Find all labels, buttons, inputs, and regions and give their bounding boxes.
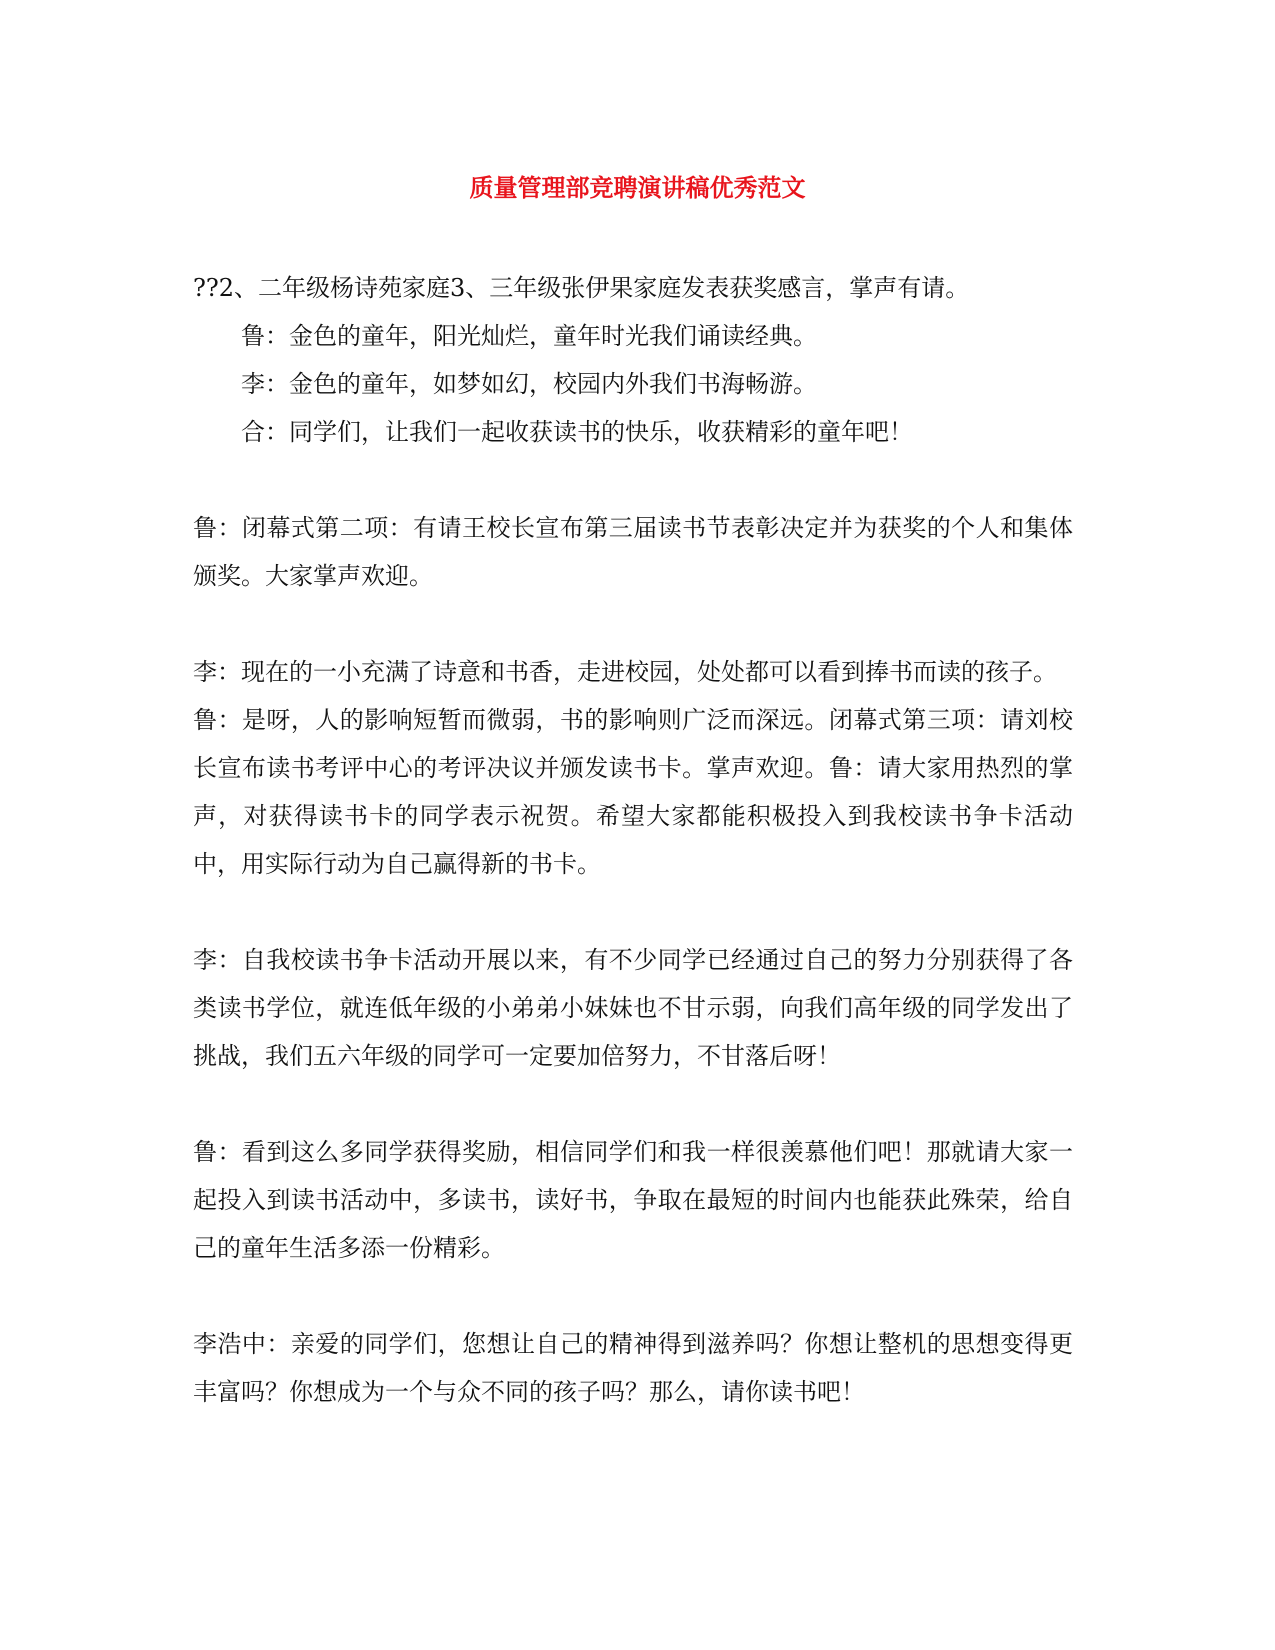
document-title: 质量管理部竞聘演讲稿优秀范文	[469, 173, 806, 202]
paragraph-closing-item-three: 鲁：是呀，人的影响短暂而微弱，书的影响则广泛而深远。闭幕式第三项：请刘校长宣布读书考评中心的考评决议并颁发读书卡。掌声欢迎。鲁：请大家用热烈的掌声，对获得读书卡的同学表示祝贺。希望大家都能积极投入到我校读书争卡活动中，用实际行动为自己赢得新的书卡。	[193, 706, 1073, 878]
paragraph-li-haozhong: 李浩中：亲爱的同学们，您想让自己的精神得到滋养吗？你想让整机的思想变得更丰富吗？你想成为一个与众不同的孩子吗？那么，请你读书吧！	[193, 1330, 1073, 1406]
paragraph-li-golden-childhood: 李：金色的童年，如梦如幻，校园内外我们书海畅游。	[241, 370, 817, 398]
document-body	[193, 264, 1073, 1416]
paragraph-closing-item-two: 鲁：闭幕式第二项：有请王校长宣布第三届读书节表彰决定并为获奖的个人和集体颁奖。大家掌声欢迎。	[193, 514, 1073, 590]
paragraph-li-school-poetry: 李：现在的一小充满了诗意和书香，走进校园，处处都可以看到捧书而读的孩子。	[193, 658, 1057, 686]
paragraph-together: 合：同学们，让我们一起收获读书的快乐，收获精彩的童年吧！	[241, 418, 913, 446]
paragraph-lu-envy: 鲁：看到这么多同学获得奖励，相信同学们和我一样很羡慕他们吧！那就请大家一起投入到读书活动中，多读书，读好书，争取在最短的时间内也能获此殊荣，给自己的童年生活多添一份精彩。	[193, 1138, 1073, 1262]
paragraph-lu-golden-childhood: 鲁：金色的童年，阳光灿烂，童年时光我们诵读经典。	[241, 322, 817, 350]
paragraph-li-reading-cards: 李：自我校读书争卡活动开展以来，有不少同学已经通过自己的努力分别获得了各类读书学位，就连低年级的小弟弟小妹妹也不甘示弱，向我们高年级的同学发出了挑战，我们五六年级的同学可一定要加倍努力，不甘落后呀！	[193, 946, 1073, 1070]
paragraph-awards-intro: ??2、二年级杨诗苑家庭3、三年级张伊果家庭发表获奖感言，掌声有请。	[193, 274, 970, 302]
